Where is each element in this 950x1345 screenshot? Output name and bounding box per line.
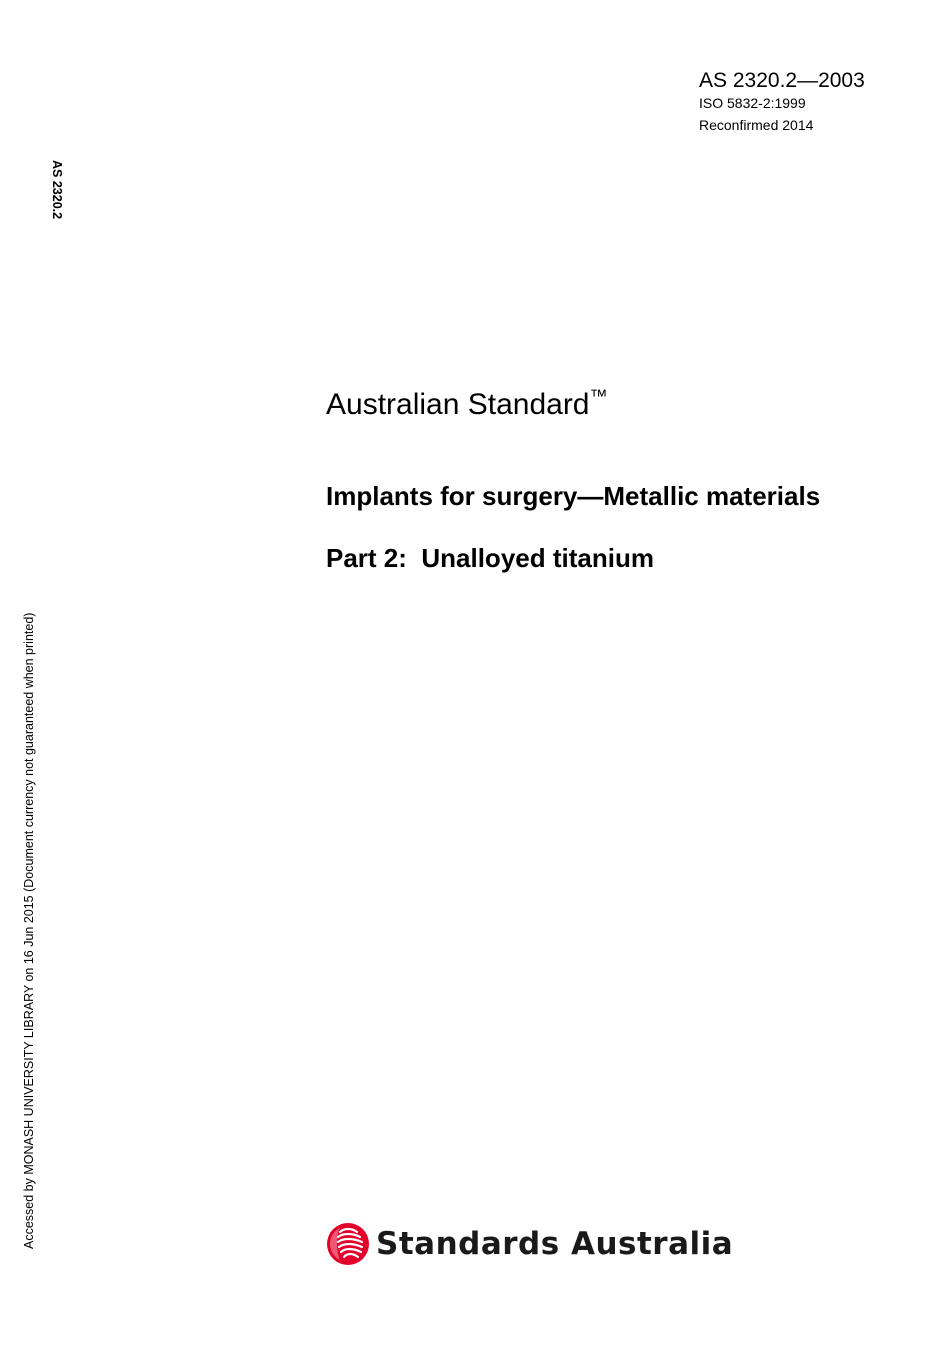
iso-code: ISO 5832-2:1999	[699, 95, 806, 111]
document-title: Implants for surgery—Metallic materials	[326, 481, 821, 511]
series-label: Australian Standard	[326, 388, 590, 421]
trademark-symbol: ™	[589, 386, 608, 406]
side-standard-code: AS 2320.2	[50, 160, 64, 220]
standard-code: AS 2320.2—2003	[699, 69, 865, 92]
publisher-name: Standards Australia	[376, 1226, 734, 1262]
publisher-logo	[326, 1221, 733, 1267]
document-part: Part 2: Unalloyed titanium	[326, 543, 654, 573]
reconfirmed-date: Reconfirmed 2014	[699, 117, 814, 133]
access-notice: Accessed by MONASH UNIVERSITY LIBRARY on 16 Jun 2015 (Document currency not guaranteed when printed)	[22, 612, 36, 1249]
standards-australia-logo-icon	[326, 1222, 370, 1266]
series-title	[326, 378, 608, 423]
